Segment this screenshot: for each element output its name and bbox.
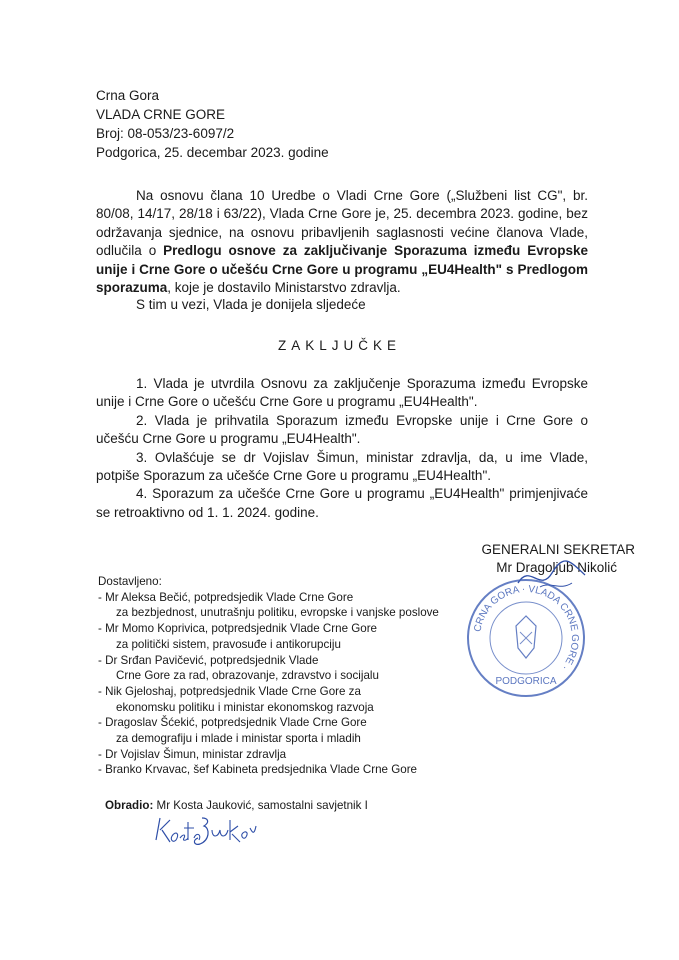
distribution-label: Dostavljeno: [98,575,162,588]
distribution-line: - Mr Momo Koprivica, potpredsjednik Vlade Crne Gore [98,622,378,636]
coat-of-arms-icon [516,616,536,658]
conclusion-item: 2. Vlada je prihvatila Sporazum između Evropske unije i Crne Gore o učešću Crne Gore u programu „EU4Health". [96,412,588,447]
country-name: Crna Gora [96,88,160,103]
distribution-line: Crne Gore za rad, obrazovanje, zdravstvo i socijalu [116,669,379,683]
signatory-name: Mr Dragoljub Nikolić [496,560,617,575]
document-number: Broj: 08-053/23-6097/2 [96,126,235,141]
place-date: Podgorica, 25. decembar 2023. godine [96,145,329,160]
conclusions-list [96,375,588,522]
conclusions-title: ZAKLJUČKE [277,338,402,353]
intro-text-2: , koje je dostavilo Ministarstvo zdravlja. [167,280,401,296]
official-stamp [462,574,590,702]
processed-label: Obradio: [105,799,154,812]
handwritten-signature [150,810,260,850]
distribution-line: za demografiju i mlade i ministar sporta i mladih [116,732,361,746]
conclusion-item: 4. Sporazum za učešće Crne Gore u programu „EU4Health" primjenjivaće se retroaktivno od 1. 1. 2024. godine. [96,486,588,520]
distribution-line: za politički sistem, pravosuđe i antikorupciju [116,637,341,651]
distribution-line: - Mr Aleksa Bečić, potpredsjedik Vlade Crne Gore [98,590,354,604]
document-header [96,86,329,162]
intro-bold-subject: Predlogu osnove za zaključivanje Sporazuma između Evropske unije i Crne Gore o učešću Crne Gore u programu „EU4Health" s Predlogom sporazuma [96,243,588,296]
distribution-line: za bezbjednost, unutrašnju politiku, evropske i vanjske poslove [116,606,439,620]
intro-paragraph [96,187,588,297]
intro-paragraph-2: S tim u vezi, Vlada je donijela sljedeće [136,297,366,312]
government-name: VLADA CRNE GORE [96,107,226,122]
distribution-line: ekonomsku politiku i ministar ekonomskog razvoja [116,700,374,714]
distribution-line: - Dr Srđan Pavičević, potpredsjednik Vlade [98,653,319,667]
distribution-line: - Dr Vojislav Šimun, ministar zdravlja [98,747,287,761]
conclusion-item: 3. Ovlašćuje se dr Vojislav Šimun, ministar zdravlja, da, u ime Vlade, potpiše Sporazum za učešće Crne Gore u programu „EU4Health". [96,449,588,484]
intro-text-1: Na osnovu člana 10 Uredbe o Vladi Crne Gore („Službeni list CG", br. 80/08, 14/17, 28/18 i 63/22), Vlada Crne Gore je, 25. decembra 2023. godine, bez održavanja sjednice, na osnovu pribavljenih saglasnosti većine članova Vlade, odlučila o [96,188,588,259]
distribution-line: - Dragoslav Šćekić, potpredsjednik Vlade Crne Gore [98,716,367,730]
conclusion-item: 1. Vlada je utvrdila Osnovu za zaključenje Sporazuma između Evropske unije i Crne Gore o učešću Crne Gore u programu „EU4Health". [96,376,588,410]
stamp-city-text: PODGORICA [495,676,557,687]
distribution-list [98,574,439,778]
processed-name: Mr Kosta Jauković, samostalni savjetnik I [153,799,368,812]
distribution-line: - Branko Krvavac, šef Kabineta predsjednika Vlade Crne Gore [98,763,417,777]
signatory-title: GENERALNI SEKRETAR [481,542,635,557]
distribution-line: - Nik Gjeloshaj, potpredsjednik Vlade Crne Gore za [98,684,361,698]
stamp-ring-text: CRNA GORA · VLADA CRNE GORE · [472,583,581,673]
